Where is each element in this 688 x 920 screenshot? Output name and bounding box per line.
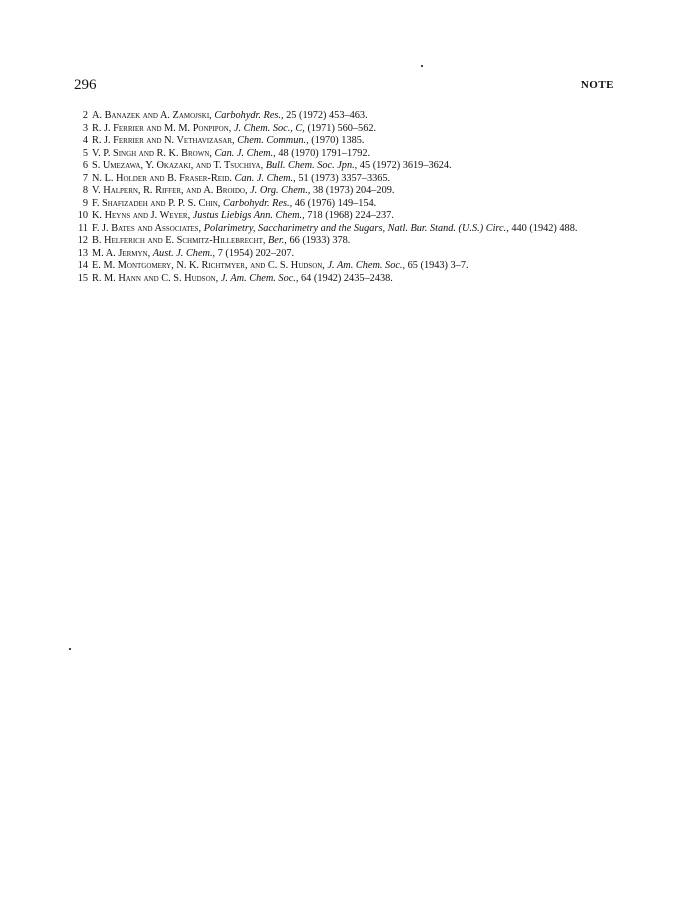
reference-authors: R. M. Hann and C. S. Hudson, [92, 272, 219, 284]
reference-journal: Justus Liebigs Ann. Chem., [192, 210, 305, 221]
reference-number: 3 [82, 122, 88, 134]
reference-item [74, 110, 622, 123]
reference-journal: Chem. Commun., [237, 135, 309, 146]
reference-item [74, 160, 622, 173]
reference-journal: J. Am. Chem. Soc., [327, 260, 406, 271]
reference-list [74, 110, 622, 285]
reference-number: 12 [77, 235, 88, 246]
reference-item [74, 223, 622, 236]
reference-volume-pages: (1970) 1385. [311, 135, 365, 146]
reference-item [74, 260, 622, 273]
reference-authors: S. Umezawa, Y. Okazaki, and T. Tsuchiya, [92, 160, 264, 171]
reference-journal: Aust. J. Chem., [152, 247, 216, 259]
reference-authors: F. Shafizadeh and P. P. S. Chin, [92, 197, 221, 209]
reference-volume-pages: 45 (1972) 3619–3624. [359, 160, 452, 171]
reference-authors: F. J. Bates and Associates, [92, 222, 202, 234]
reference-text [92, 110, 622, 123]
reference-number: 15 [77, 272, 88, 284]
reference-authors: K. Heyns and J. Weyer, [92, 210, 191, 221]
reference-text [92, 260, 622, 273]
reference-authors: R. J. Ferrier and N. Vethavizasar, [92, 135, 235, 146]
reference-number: 7 [82, 172, 88, 184]
reference-authors: V. Halpern, R. Riffer, and A. Broido, [92, 185, 248, 196]
reference-item [74, 185, 622, 198]
reference-journal: J. Am. Chem. Soc., [220, 272, 299, 284]
reference-volume-pages: 718 (1968) 224–237. [307, 210, 394, 221]
reference-item [74, 198, 622, 211]
reference-number: 2 [82, 110, 88, 121]
reference-item [74, 273, 622, 286]
reference-journal: Carbohydr. Res., [222, 197, 293, 209]
reference-volume-pages: 7 (1954) 202–207. [217, 247, 295, 259]
reference-number: 5 [82, 147, 88, 159]
reference-number: 4 [82, 135, 88, 146]
reference-text [92, 210, 622, 223]
reference-item [74, 210, 622, 223]
reference-volume-pages: (1971) 560–562. [307, 122, 377, 134]
reference-item [74, 123, 622, 136]
reference-text [92, 273, 622, 286]
reference-journal: J. Org. Chem., [250, 185, 311, 196]
page-number: 296 [74, 77, 97, 93]
reference-item [74, 135, 622, 148]
reference-text [92, 173, 622, 186]
reference-number: 6 [82, 160, 88, 171]
reference-authors: V. P. Singh and R. K. Brown, [92, 147, 212, 159]
reference-journal: Can. J. Chem., [234, 172, 296, 184]
reference-text [92, 135, 622, 148]
reference-number: 14 [77, 260, 88, 271]
reference-number: 8 [82, 185, 88, 196]
section-label: NOTE [580, 79, 614, 91]
reference-journal: J. Chem. Soc., C, [233, 122, 305, 134]
reference-authors: M. A. Jermyn, [92, 247, 151, 259]
reference-authors: B. Helferich and E. Schmitz-Hillebrecht, [92, 235, 266, 246]
reference-text [92, 160, 622, 173]
reference-volume-pages: 64 (1942) 2435–2438. [301, 272, 393, 284]
reference-volume-pages: 48 (1970) 1791–1792. [278, 147, 371, 159]
reference-text [92, 248, 622, 261]
reference-volume-pages: 46 (1976) 149–154. [294, 197, 377, 209]
reference-item [74, 148, 622, 161]
reference-text [92, 185, 622, 198]
reference-volume-pages: 25 (1972) 453–463. [286, 110, 368, 121]
reference-number: 9 [82, 197, 88, 209]
reference-volume-pages: 51 (1973) 3357–3365. [298, 172, 391, 184]
reference-journal: Carbohydr. Res., [214, 110, 284, 121]
reference-authors: A. Banazek and A. Zamojski, [92, 110, 212, 121]
reference-item [74, 248, 622, 261]
reference-authors: N. L. Holder and B. Fraser-Reid. [92, 172, 232, 184]
reference-journal: Bull. Chem. Soc. Jpn., [265, 160, 358, 171]
reference-volume-pages: 440 (1942) 488. [511, 222, 578, 234]
reference-number: 10 [77, 210, 88, 221]
print-speck [69, 648, 71, 650]
reference-number: 11 [78, 222, 88, 234]
reference-authors: E. M. Montgomery, N. K. Richtmyer, and C. S. Hudson, [92, 260, 325, 271]
reference-volume-pages: 65 (1943) 3–7. [407, 260, 469, 271]
reference-number: 13 [77, 247, 88, 259]
reference-text [92, 235, 622, 248]
reference-journal: Can. J. Chem., [214, 147, 276, 159]
print-speck [421, 65, 423, 67]
reference-authors: R. J. Ferrier and M. M. Ponpipon, [92, 122, 232, 134]
reference-item [74, 173, 622, 186]
reference-journal: Ber., [268, 235, 287, 246]
reference-text [92, 223, 622, 236]
reference-journal: Polarimetry, Saccharimetry and the Sugars, Natl. Bur. Stand. (U.S.) Circ., [203, 222, 509, 234]
reference-text [92, 198, 622, 211]
reference-volume-pages: 38 (1973) 204–209. [312, 185, 395, 196]
reference-text [92, 148, 622, 161]
reference-volume-pages: 66 (1933) 378. [289, 235, 351, 246]
reference-item [74, 235, 622, 248]
reference-text [92, 123, 622, 136]
page-header [74, 77, 614, 97]
